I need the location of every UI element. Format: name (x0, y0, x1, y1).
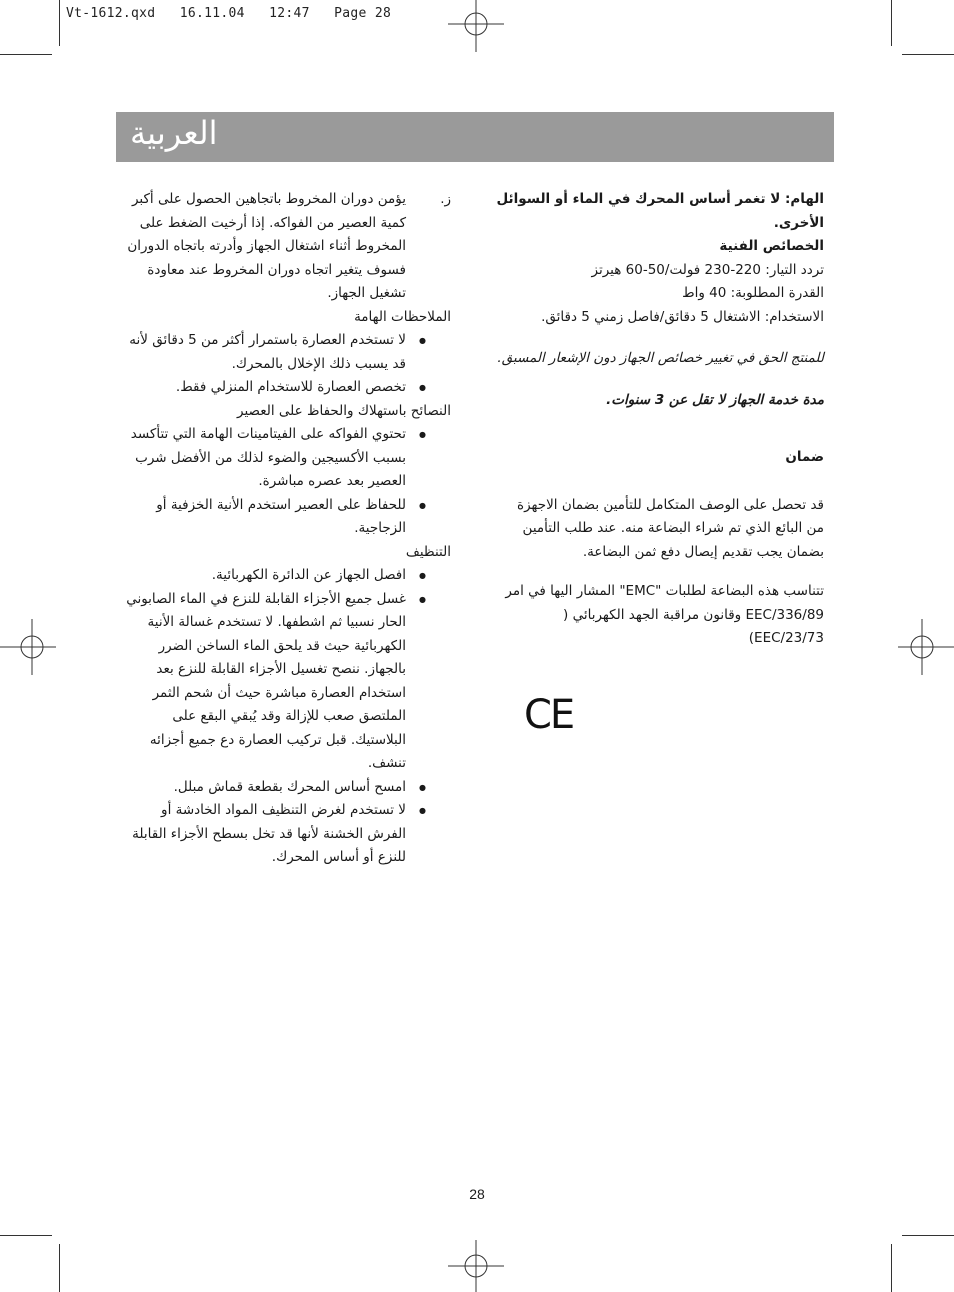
registration-mark-bottom (446, 1240, 506, 1292)
registration-mark-right (898, 617, 954, 677)
item-marker: ز. (440, 191, 451, 207)
list-item: ● تحتوي الفواكه على الفيتامينات الهامة التي تتأكسد بسبب الأكسيجين والضوء لذلك من الأفضل شرب العصير بعد عصره مباشرة. (126, 423, 451, 494)
spec-line: الاستخدام: الاشتغال 5 دقائق/فاصل زمني 5 دقائق. (541, 308, 824, 325)
spec-line: تردد التيار: 220-230 فولت/50-60 هيرتز (591, 261, 824, 278)
service-life: مدة خدمة الجهاز لا تقل عن 3 سنوات. (606, 391, 824, 408)
z-text: يؤمن دوران المخروط باتجاهين الحصول على أكبر كمية العصير من الفواكه. إذا أرخيت الضغط على المخروط أثناء اشتغال الجهاز وأدرته باتجاه الدوران فسوف يتغير اتجاه دوران المخروط عند معاودة تشغيل الجهاز. (127, 191, 406, 301)
crop-mark (59, 0, 60, 46)
list-item: ● تخصص العصارة للاستخدام المنزلي فقط. (126, 376, 451, 400)
cleaning-list (126, 564, 451, 870)
crop-mark (891, 1244, 892, 1292)
crop-mark (0, 1235, 52, 1236)
list-item: ● للحفاظ على العصير استخدم الأنية الخزفية أو الزجاجية. (126, 494, 451, 541)
crop-mark (902, 1235, 954, 1236)
language-banner (116, 112, 834, 162)
warranty-text: قد تحصل على الوصف المتكامل للتأمين بضمان الاجهزة من البائع الذي تم شراء البضاعة منه. عند طلب التأمين بضمان يجب تقديم إيصال دفع ثمن البضاعة. (517, 496, 824, 560)
rights-note: للمنتج الحق في تغيير خصائص الجهاز دون الإشعار المسبق. (497, 350, 824, 366)
list-item: ● امسح أساس المحرك بقطعة قماش مبلل. (126, 776, 451, 800)
registration-mark-top (446, 0, 506, 52)
notes-list (126, 329, 451, 400)
notes-heading: الملاحظات الهامة (354, 308, 451, 325)
left-column (126, 188, 451, 870)
right-column (496, 188, 824, 651)
important-note: الهام: لا تغمر أساس المحرك في الماء أو السوائل الأخرى. (496, 191, 824, 231)
crop-mark (891, 0, 892, 46)
list-item: ● لا تستخدم لغرض التنظيف المواد الخادشة أو الفرش الخشنة لأنها قد تخل بسطح الأجزاء القابلة للنزع أو أساس المحرك. (126, 799, 451, 870)
spec-line: القدرة المطلوبة: 40 واط (682, 285, 824, 301)
advice-list (126, 423, 451, 541)
page-number: 28 (469, 1186, 485, 1202)
banner-title: العربية (130, 114, 218, 152)
ce-mark: CE (524, 692, 574, 738)
warranty-heading: ضمان (785, 449, 824, 465)
list-item: ● لا تستخدم العصارة باستمرار أكثر من 5 دقائق لأنه قد يسبب ذلك الإخلال بالمحرك. (126, 329, 451, 376)
advice-heading: النصائح باستهلاك والحفاظ على العصير (237, 402, 451, 419)
crop-mark (902, 54, 954, 55)
cleaning-heading: التنظيف (405, 543, 451, 560)
list-item-z (126, 188, 451, 306)
list-item: ● غسل جميع الأجزاء القابلة للنزع في الماء الصابوني الحار نسبيا ثم اشطفها. لا تستخدم غسالة الأنية الكهربائية حيث قد يلحق الماء الساخن الضرر بالجهاز. ننصح تغسيل الأجزاء القابلة للنزع بعد استخدام العصارة مباشرة حيث أن شحم الثمر الملتصق صعب للإزالة وقد يُبقي البقع على البلاستيك. قبل تركيب العصارة دع جميع أجزائه تنشف. (126, 588, 451, 776)
list-item: ● افصل الجهاز عن الدائرة الكهربائية. (126, 564, 451, 588)
emc-text: تتناسب هذه البضاعة لطلبات "EMC" المشار اليها في امر EEC/336/89 وقانون مراقبة الجهد الكهربائي ( EEC/23/73) (505, 583, 824, 646)
file-slug: Vt-1612.qxd 16.11.04 12:47 Page 28 (66, 6, 392, 21)
crop-mark (59, 1244, 60, 1292)
crop-mark (0, 54, 52, 55)
specs-heading: الخصائص الفنية (719, 238, 824, 254)
registration-mark-left (0, 617, 56, 677)
